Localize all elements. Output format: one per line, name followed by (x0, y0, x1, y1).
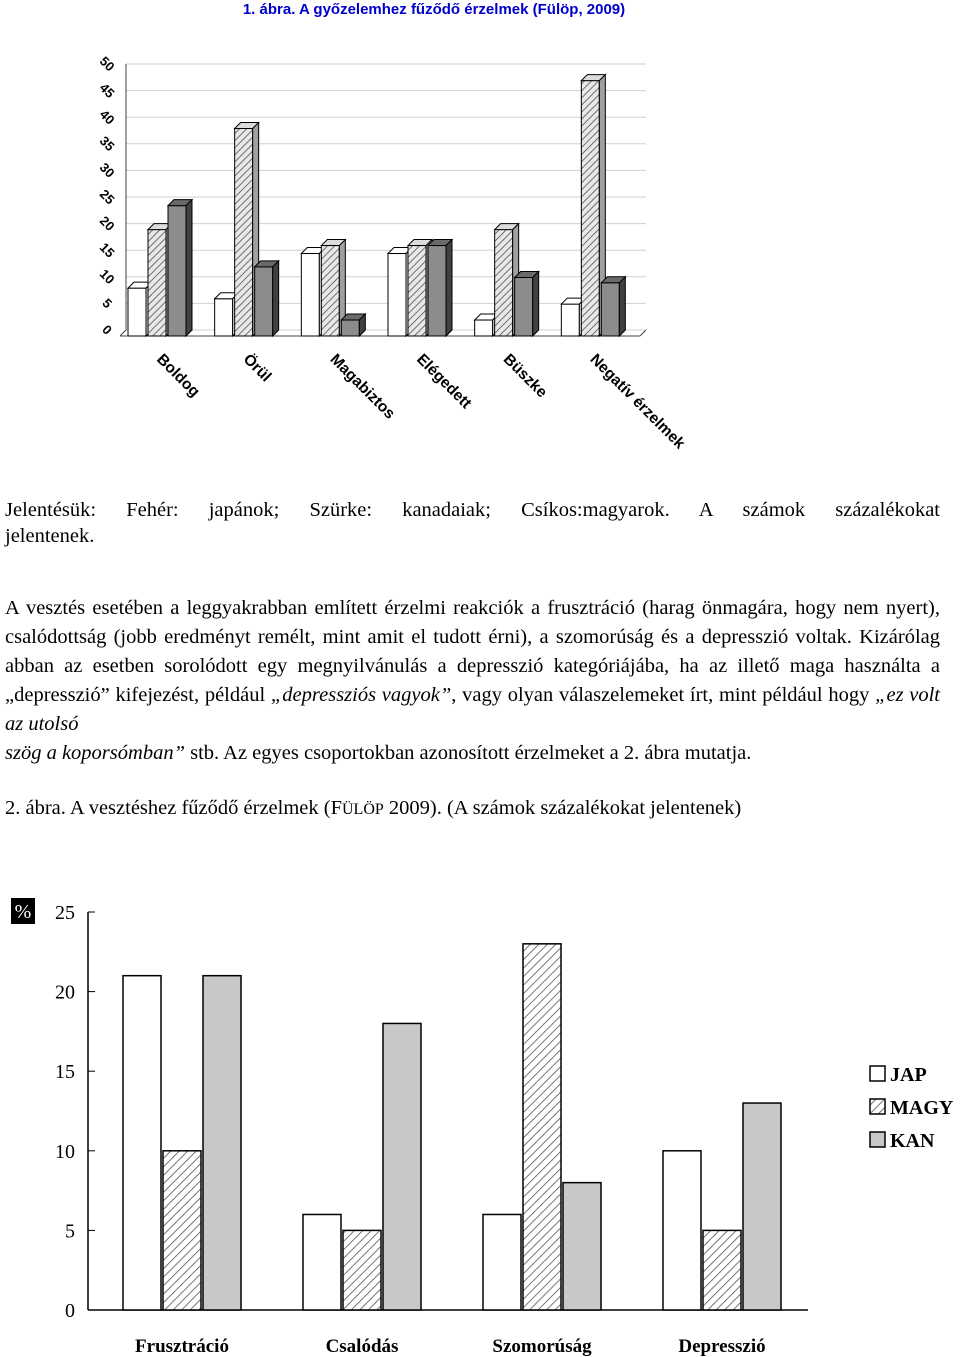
paragraph-italic-2: „ez volt az utolsó (5, 684, 941, 735)
paragraph-text-3: stb. Az egyes csoportokban azonosított érzelmeket a 2. ábra mutatja. (184, 742, 752, 764)
category-label: Büszke (499, 350, 551, 402)
bar-jap (303, 1214, 341, 1310)
y-tick-label: 25 (96, 186, 118, 208)
category-label: Negatív érzelmek (586, 350, 689, 453)
y-tick-label: 50 (96, 53, 118, 75)
y-tick-label: 45 (96, 79, 118, 101)
bar-jap (123, 976, 161, 1310)
paragraph-italic-3: szög a koporsómban” (5, 742, 185, 764)
figure2-caption-part-a: 2. ábra. A vesztéshez fűződő érzelmek (F (5, 797, 342, 819)
bar-magy (703, 1230, 741, 1310)
bar-striped (581, 81, 599, 336)
paragraph-text-1: A vesztés esetében a leggyakrabban említett érzelmi reakciók a frusztráció (harag önmagára, hogy nem nyert), csalódottság (jobb eredményt remélt, mint amit el tudott érni), a szomorúság és a depresszió voltak. Kizárólag abban az esetben sorolódott egy megnyilvánulás a depresszió kategóriájába, ha az illető maga használta a „depresszió” kifejezést, például (5, 597, 940, 706)
figure1-title: 1. ábra. A győzelemhez fűződő érzelmek (Fülöp, 2009) (242, 1, 626, 18)
category-label: Örül (239, 350, 275, 386)
y-tick-label: 10 (55, 1140, 75, 1163)
bar-kan (383, 1023, 421, 1310)
bar-striped (408, 246, 426, 336)
unit-label: % (14, 901, 32, 923)
legend-label: MAGY (890, 1097, 954, 1119)
figure1-chart (0, 0, 960, 470)
y-tick-label: 5 (65, 1220, 75, 1243)
category-label: Depresszió (678, 1336, 766, 1357)
floor-edge (120, 330, 126, 336)
category-label: Boldog (153, 350, 203, 401)
bar-side-gray (273, 261, 279, 336)
bar-magy (523, 944, 561, 1310)
y-tick-label: 0 (65, 1300, 75, 1322)
bar-magy (163, 1151, 201, 1310)
bar-gray (601, 283, 619, 336)
bar-gray (428, 246, 446, 336)
y-tick-label: 40 (96, 106, 118, 128)
category-label: Magabiztos (326, 350, 399, 423)
y-tick-label: 30 (96, 159, 118, 181)
body-paragraph (5, 594, 940, 739)
bar-striped (495, 230, 513, 336)
legend-swatch (870, 1099, 885, 1114)
y-tick-label: 15 (55, 1061, 75, 1084)
y-tick-label: 5 (99, 295, 116, 312)
figure2-chart (0, 880, 960, 1357)
bar-gray (255, 267, 273, 336)
category-label: Elégedett (413, 350, 475, 413)
body-paragraph-last-line (5, 739, 751, 768)
bar-side-gray (619, 277, 625, 336)
y-tick-label: 20 (55, 981, 75, 1004)
floor-edge (640, 330, 646, 336)
bar-side-gray (533, 271, 539, 336)
bar-white (475, 320, 493, 336)
bar-striped (148, 230, 166, 336)
bar-gray (341, 320, 359, 336)
bar-gray (515, 277, 533, 336)
legend-note-line1: Jelentésük: Fehér: japánok; Szürke: kanadaiak; Csíkos:magyarok. A számok százalékokat (5, 499, 940, 521)
legend-swatch (870, 1132, 885, 1147)
figure2-caption (5, 794, 741, 824)
bar-kan (743, 1103, 781, 1310)
bar-white (301, 254, 319, 336)
category-label: Frusztráció (135, 1336, 229, 1357)
bar-gray (168, 206, 186, 336)
category-label: Szomorúság (492, 1336, 592, 1357)
bar-striped (321, 246, 339, 336)
bar-white (128, 288, 146, 336)
bar-kan (203, 976, 241, 1310)
paragraph-italic-1: „depressziós vagyok” (270, 684, 452, 706)
y-tick-label: 35 (96, 133, 118, 155)
y-tick-label: 20 (96, 212, 118, 234)
y-tick-label: 25 (55, 902, 75, 924)
y-tick-label: 0 (99, 321, 116, 338)
bar-kan (563, 1183, 601, 1310)
bar-magy (343, 1230, 381, 1310)
y-tick-label: 10 (96, 266, 118, 288)
bar-white (215, 299, 233, 336)
figure2-caption-part-b: 2009). (A számok százalékokat jelentenek) (383, 797, 742, 819)
paragraph-text-2: , vagy olyan válaszelemeket írt, mint például hogy (451, 684, 876, 706)
figure2-caption-author: ÜLÖP (341, 801, 384, 818)
y-tick-label: 15 (96, 239, 118, 261)
bar-white (388, 254, 406, 336)
bar-side-gray (186, 200, 192, 336)
legend-swatch (870, 1066, 885, 1081)
category-label: Csalódás (325, 1336, 399, 1357)
legend-label: JAP (890, 1064, 927, 1086)
bar-jap (663, 1151, 701, 1310)
bar-striped (235, 129, 253, 336)
bar-jap (483, 1214, 521, 1310)
bar-white (561, 304, 579, 336)
bar-side-gray (446, 240, 452, 336)
legend-label: KAN (890, 1130, 935, 1152)
legend-note-line2: jelentenek. (5, 525, 95, 547)
